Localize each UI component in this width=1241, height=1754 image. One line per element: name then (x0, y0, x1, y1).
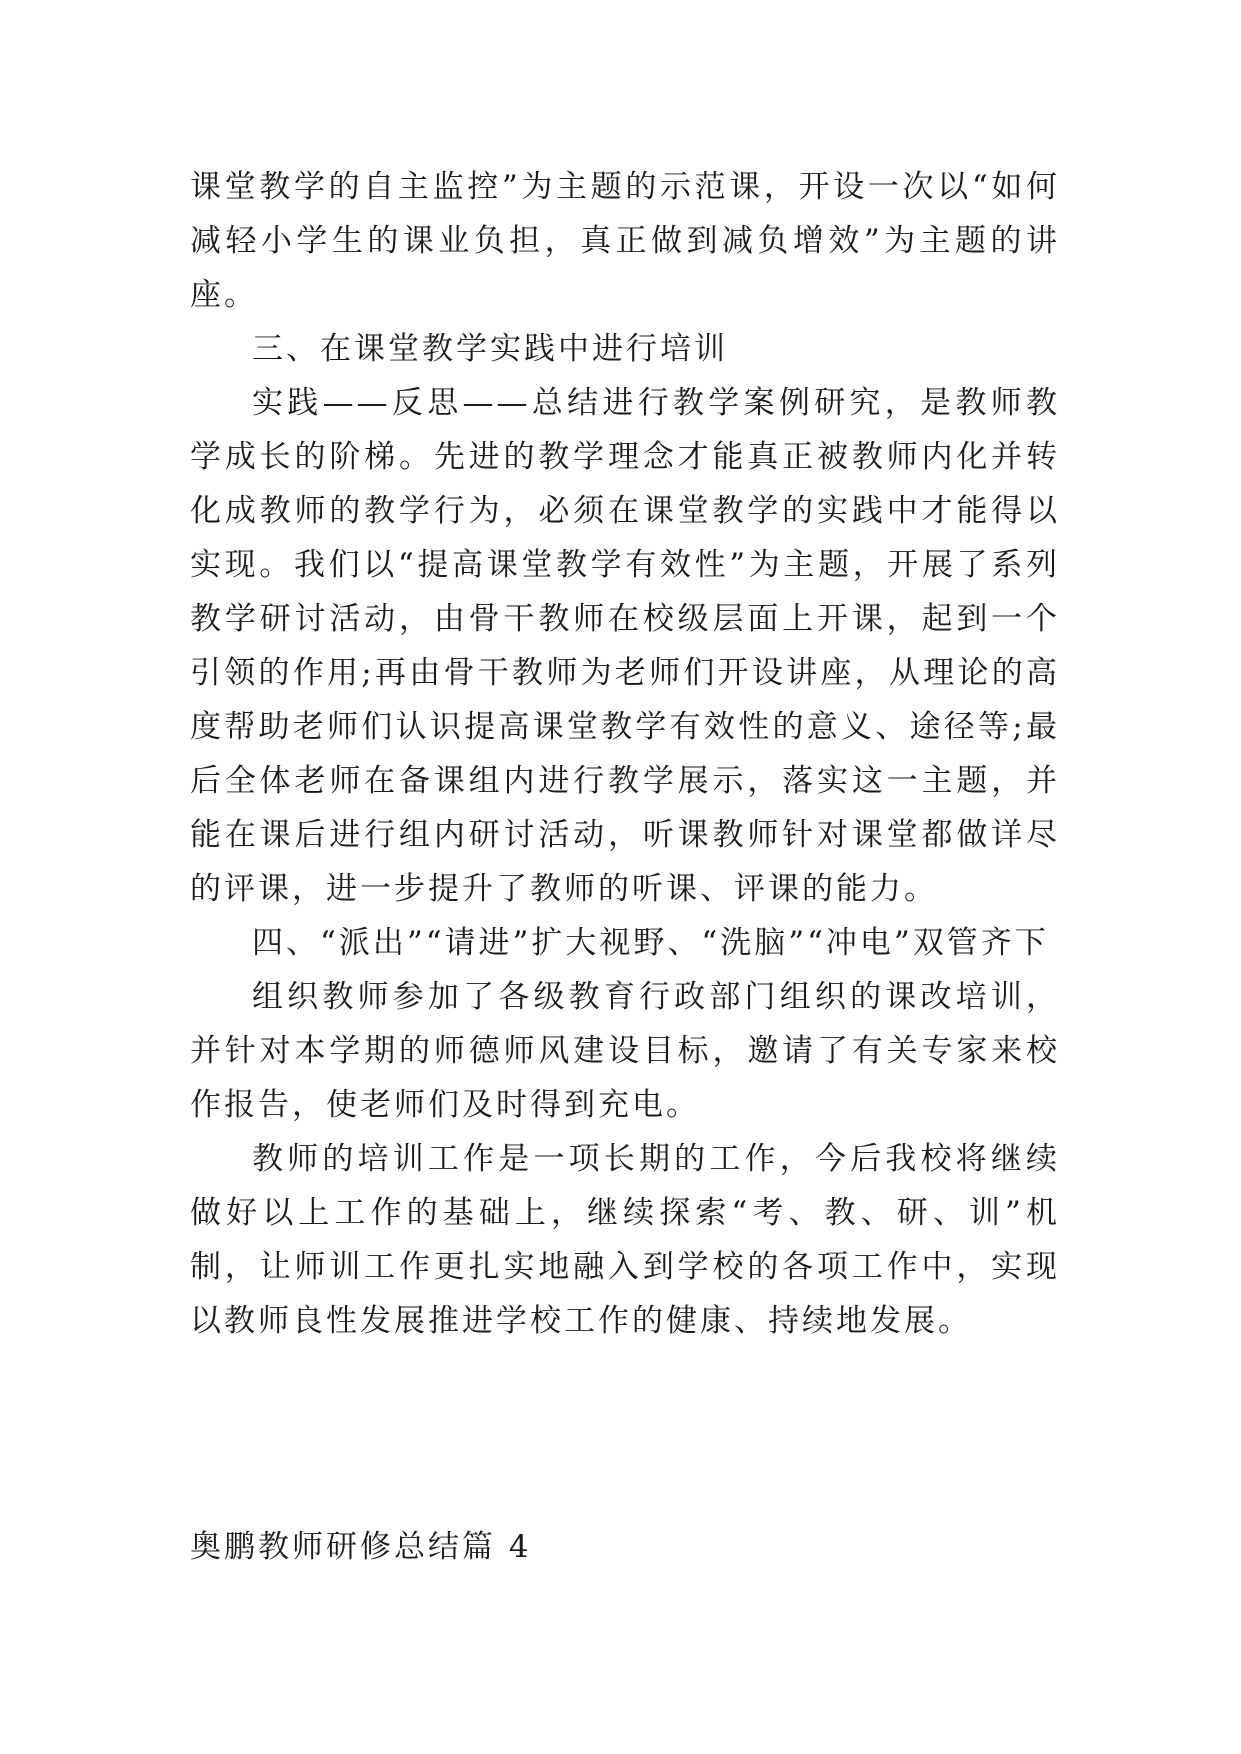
paragraph-2: 实践——反思——总结进行教学案例研究，是教师教学成长的阶梯。先进的教学理念才能真正被教师内化并转化成教师的教学行为，必须在课堂教学的实践中才能得以实现。我们以“提高课堂教学有效性”为主题，开展了系列教学研讨活动，由骨干教师在校级层面上开课，起到一个引领的作用;再由骨干教师为老师们开设讲座，从理论的高度帮助老师们认识提高课堂教学有效性的意义、途径等;最后全体老师在备课组内进行教学展示，落实这一主题，并能在课后进行组内研讨活动，听课教师针对课堂都做详尽的评课，进一步提升了教师的听课、评课的能力。 (190, 385, 1060, 907)
paragraph-4: 教师的培训工作是一项长期的工作，今后我校将继续做好以上工作的基础上，继续探索“考、教、研、训”机制，让师训工作更扎实地融入到学校的各项工作中，实现以教师良性发展推进学校工作的健康、持续地发展。 (190, 1141, 1060, 1339)
heading-section-4: 四、“派出”“请进”扩大视野、“洗脑”“冲电”双管齐下 (252, 925, 1049, 961)
heading-section-3: 三、在课堂教学实践中进行培训 (252, 331, 728, 367)
section-title: 奥鹏教师研修总结篇 4 (190, 1529, 532, 1565)
paragraph-1: 课堂教学的自主监控”为主题的示范课，开设一次以“如何减轻小学生的课业负担，真正做到减负增效”为主题的讲座。 (190, 169, 1060, 313)
paragraph-3: 组织教师参加了各级教育行政部门组织的课改培训，并针对本学期的师德师风建设目标，邀请了有关专家来校作报告，使老师们及时得到充电。 (190, 979, 1060, 1123)
document-body (190, 160, 1060, 1348)
